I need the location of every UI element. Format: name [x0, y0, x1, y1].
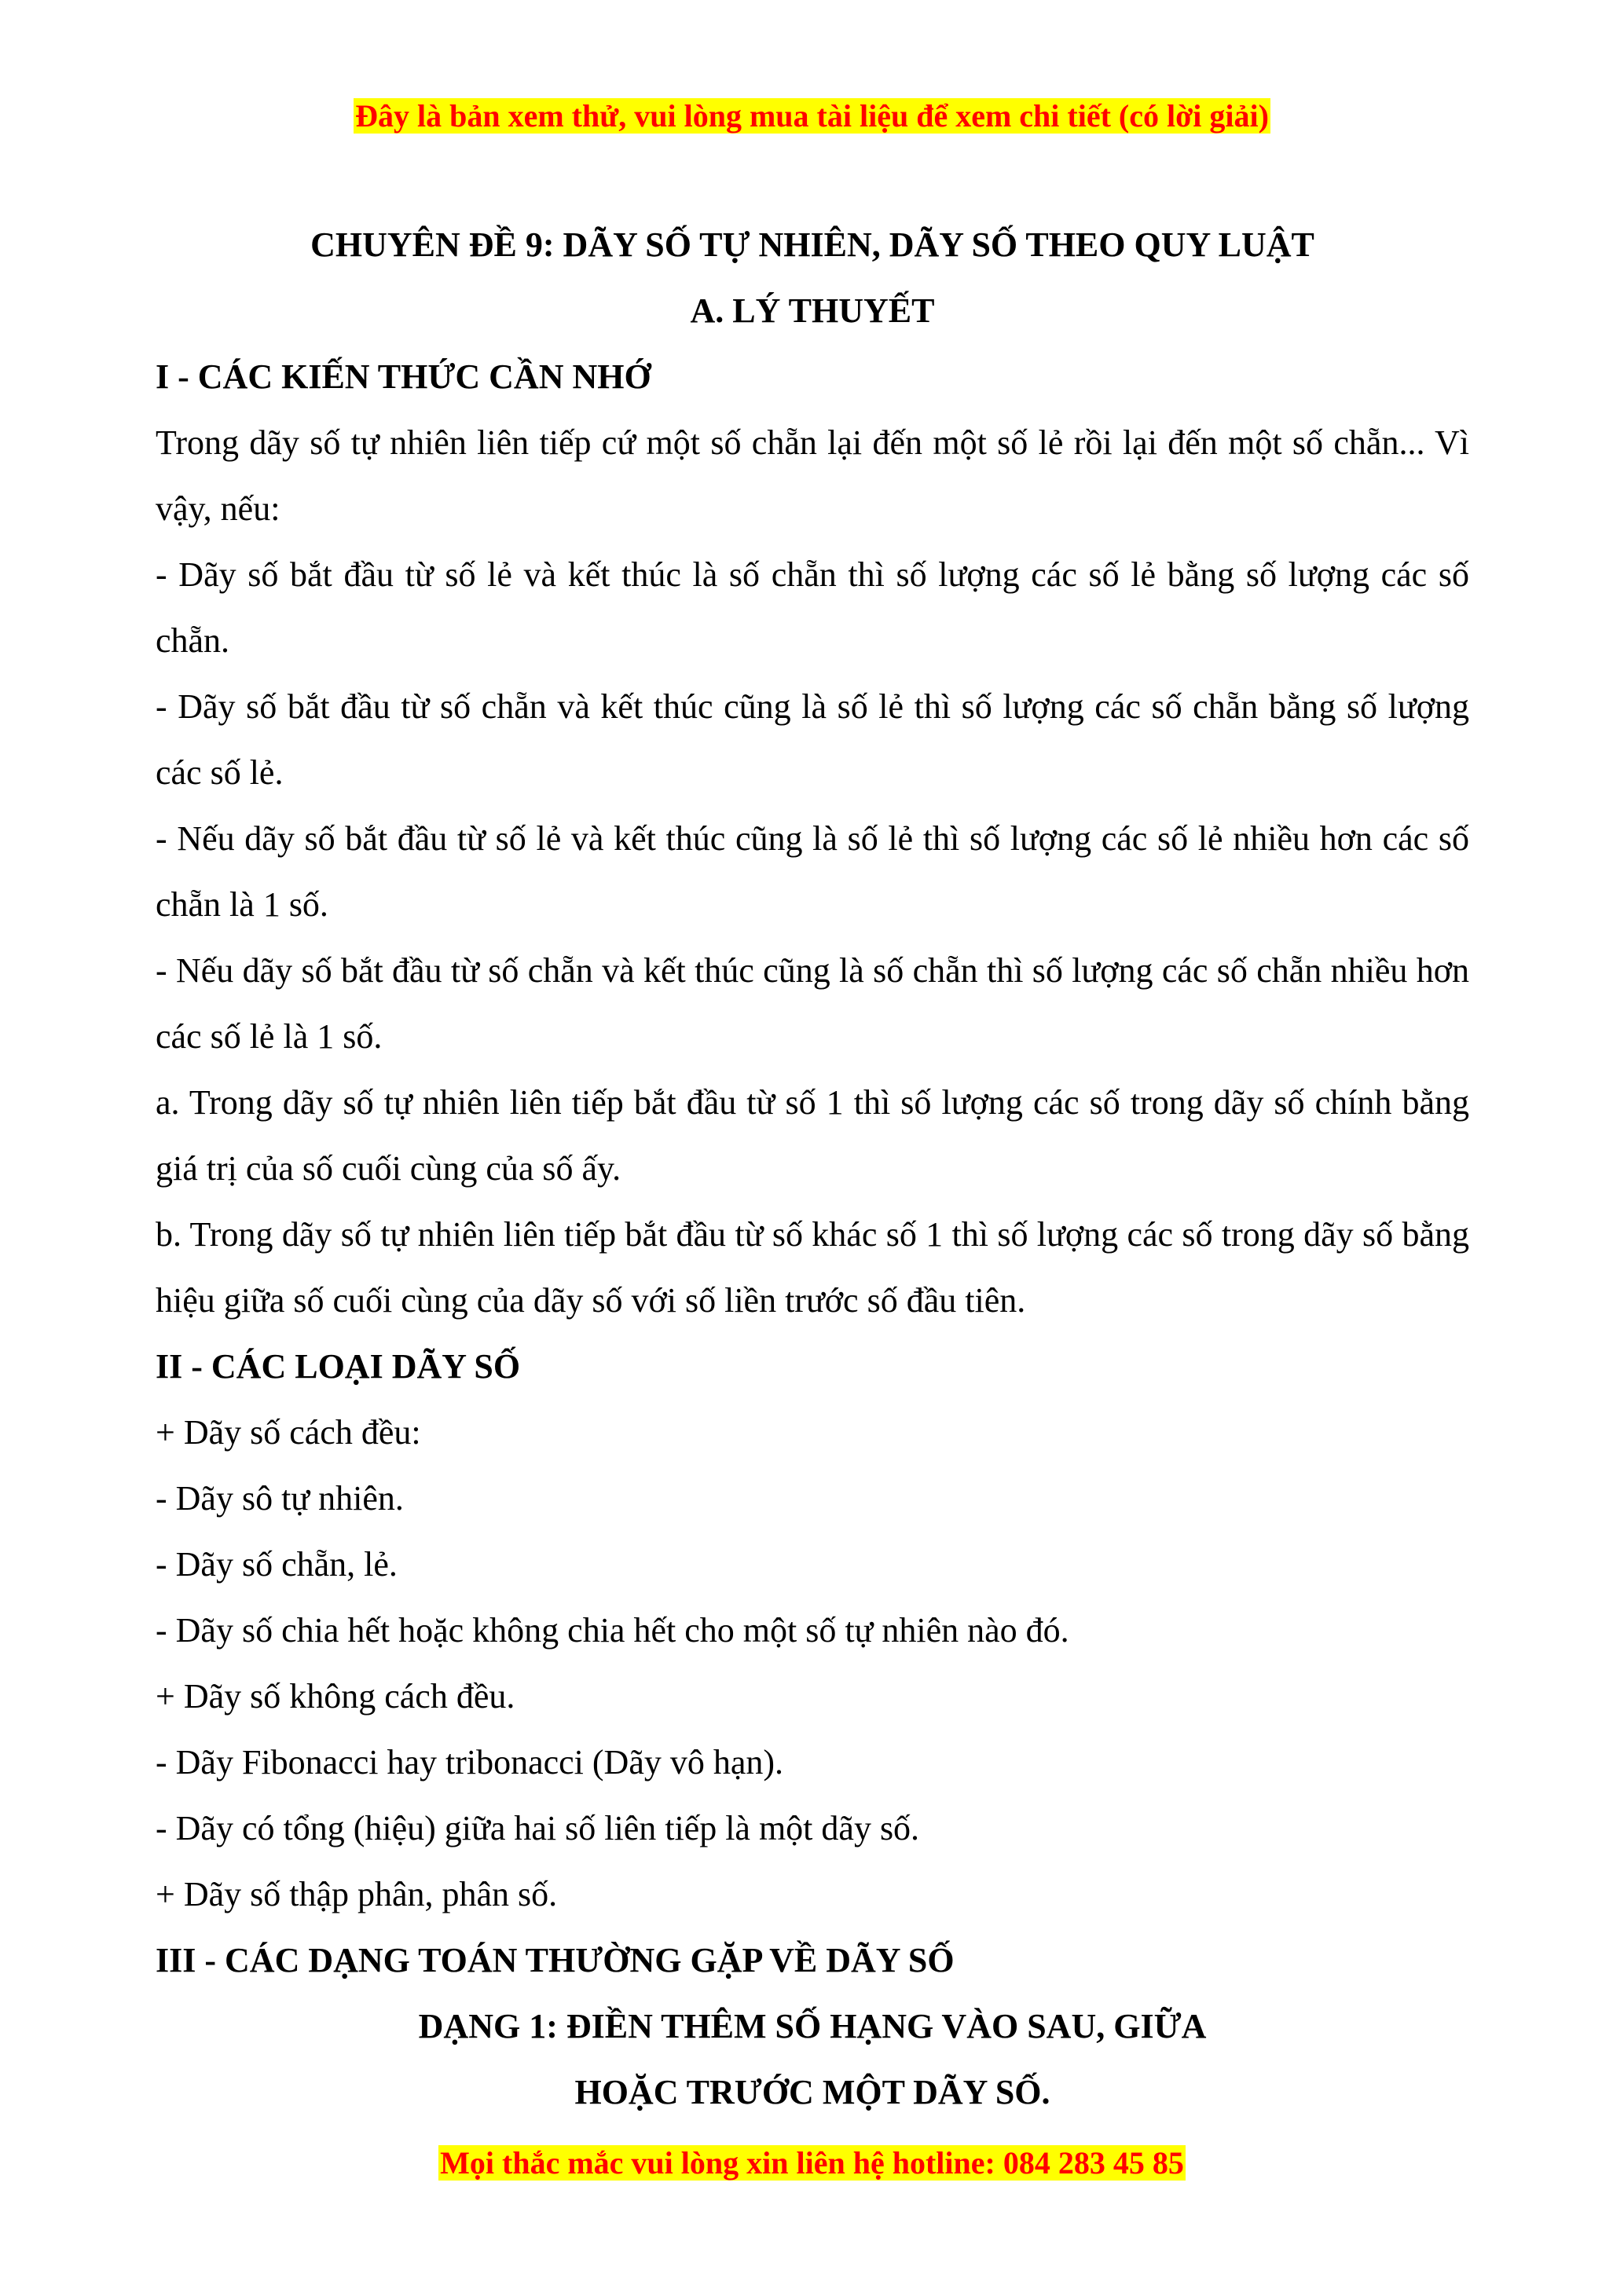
section2-list-item: - Dãy số chia hết hoặc không chia hết cho một số tự nhiên nào đó. [156, 1611, 1069, 1650]
section1-paragraph: a. Trong dãy số tự nhiên liên tiếp bắt đầu từ số 1 thì số lượng các số trong dãy số chính bằng giá trị của số cuối cùng của số ấy. [156, 1083, 1469, 1188]
section2-list-item: + Dãy số cách đều: [156, 1413, 421, 1452]
document-title: CHUYÊN ĐỀ 9: DÃY SỐ TỰ NHIÊN, DÃY SỐ THEO QUY LUẬT [310, 225, 1314, 264]
section1-heading: I - CÁC KIẾN THỨC CẦN NHỚ [156, 357, 651, 396]
hotline-text: Mọi thắc mắc vui lòng xin liên hệ hotline: 084 283 45 85 [440, 2145, 1184, 2181]
section3-heading: III - CÁC DẠNG TOÁN THƯỜNG GẶP VỀ DÃY SỐ [156, 1941, 955, 1979]
part-a-heading: A. LÝ THUYẾT [690, 291, 935, 330]
preview-notice-banner [0, 97, 1624, 136]
dang1-heading-line2: HOẶC TRƯỚC MỘT DÃY SỐ. [574, 2073, 1050, 2111]
section1-paragraph: Trong dãy số tự nhiên liên tiếp cứ một số chẵn lại đến một số lẻ rồi lại đến một số chẵn... Vì vậy, nếu: [156, 423, 1469, 528]
section1-paragraph: - Nếu dãy số bắt đầu từ số lẻ và kết thúc cũng là số lẻ thì số lượng các số lẻ nhiều hơn các số chẵn là 1 số. [156, 819, 1469, 924]
hotline-banner [0, 2144, 1624, 2183]
section1-paragraph: - Dãy số bắt đầu từ số chẵn và kết thúc cũng là số lẻ thì số lượng các số chẵn bằng số lượng các số lẻ. [156, 687, 1469, 792]
preview-notice-text: Đây là bản xem thử, vui lòng mua tài liệu để xem chi tiết (có lời giải) [355, 98, 1269, 134]
section2-list-item: - Dãy sô tự nhiên. [156, 1479, 404, 1518]
section1-paragraph: b. Trong dãy số tự nhiên liên tiếp bắt đầu từ số khác số 1 thì số lượng các số trong dãy số bằng hiệu giữa số cuối cùng của dãy số với số liền trước số đầu tiên. [156, 1215, 1469, 1320]
section2-list-item: - Dãy Fibonacci hay tribonacci (Dãy vô hạn). [156, 1743, 784, 1782]
section2-heading: II - CÁC LOẠI DÃY SỐ [156, 1347, 521, 1386]
section2-list-item: - Dãy số chẵn, lẻ. [156, 1545, 398, 1584]
section2-list-item: + Dãy số không cách đều. [156, 1677, 515, 1716]
document-content [156, 212, 1469, 2126]
dang1-heading-line1: DẠNG 1: ĐIỀN THÊM SỐ HẠNG VÀO SAU, GIỮA [418, 2007, 1207, 2045]
section1-paragraph: - Nếu dãy số bắt đầu từ số chẵn và kết thúc cũng là số chẵn thì số lượng các số chẵn nhiều hơn các số lẻ là 1 số. [156, 951, 1469, 1056]
section1-paragraph: - Dãy số bắt đầu từ số lẻ và kết thúc là số chẵn thì số lượng các số lẻ bằng số lượng các số chẵn. [156, 555, 1469, 660]
section2-list-item: - Dãy có tổng (hiệu) giữa hai số liên tiếp là một dãy số. [156, 1809, 920, 1847]
section2-list-item: + Dãy số thập phân, phân số. [156, 1875, 558, 1913]
